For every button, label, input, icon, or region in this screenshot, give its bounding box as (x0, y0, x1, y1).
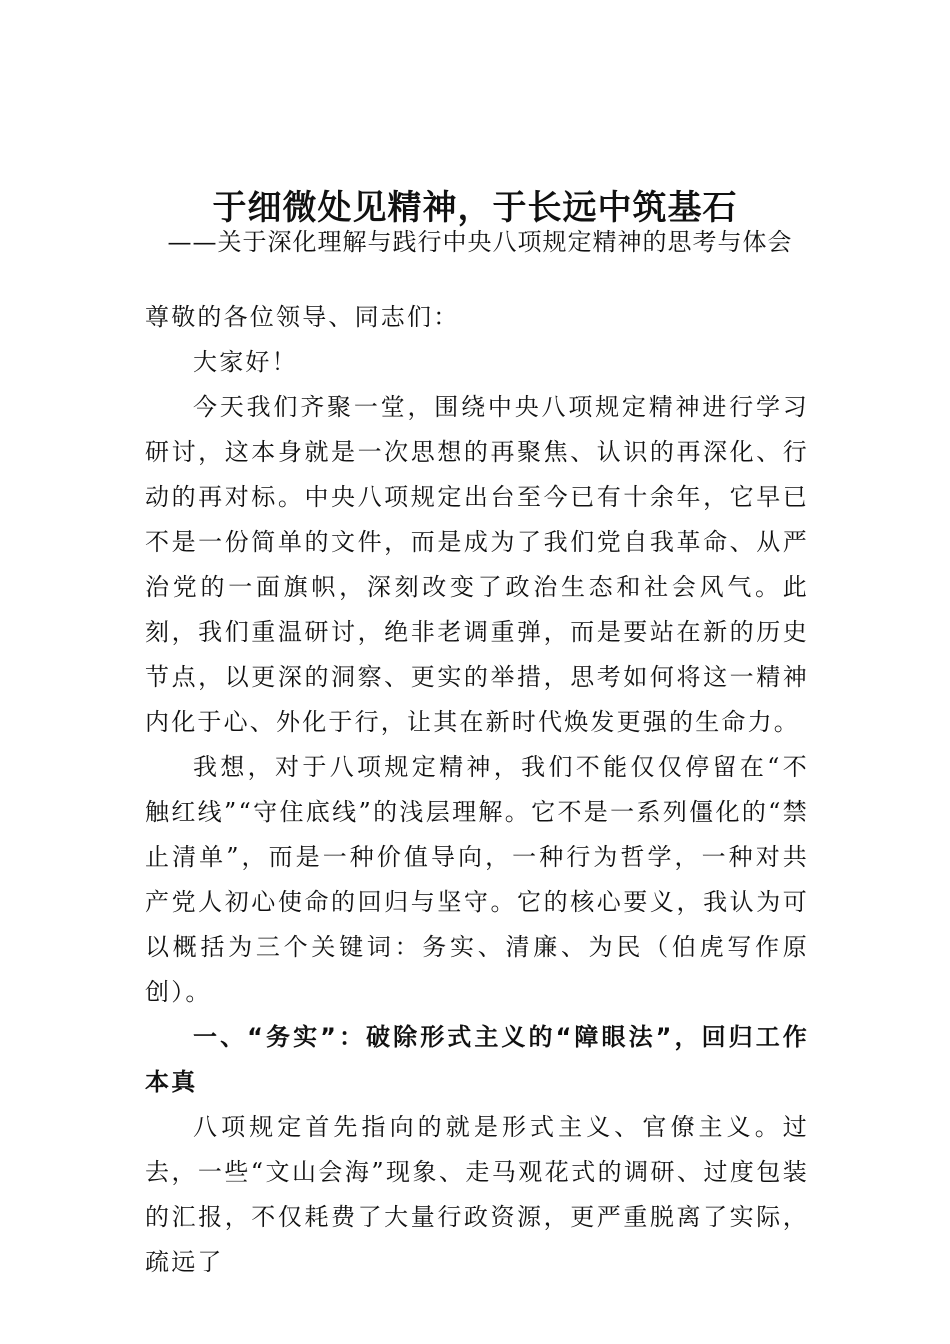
greeting: 大家好！ (193, 348, 298, 376)
document-body (145, 295, 809, 1285)
salutation: 尊敬的各位领导、同志们： (145, 303, 460, 331)
paragraph-2: 我想，对于八项规定精神，我们不能仅仅停留在“不触红线”“守住底线”的浅层理解。它不是一系列僵化的“禁止清单”，而是一种价值导向，一种行为哲学，一种对共产党人初心使命的回归与坚守。它的核心要义，我认为可以概括为三个关键词：务实、清廉、为民（伯虎写作原创）。 (145, 753, 809, 1006)
section-paragraph: 八项规定首先指向的就是形式主义、官僚主义。过去，一些“文山会海”现象、走马观花式的调研、过度包装的汇报，不仅耗费了大量行政资源，更严重脱离了实际，疏远了 (145, 1113, 809, 1276)
paragraph-1: 今天我们齐聚一堂，围绕中央八项规定精神进行学习研讨，这本身就是一次思想的再聚焦、认识的再深化、行动的再对标。中央八项规定出台至今已有十余年，它早已不是一份简单的文件，而是成为了我们党自我革命、从严治党的一面旗帜，深刻改变了政治生态和社会风气。此刻，我们重温研讨，绝非老调重弹，而是要站在新的历史节点，以更深的洞察、更实的举措，思考如何将这一精神内化于心、外化于行，让其在新时代焕发更强的生命力。 (145, 393, 809, 736)
document-title: 于细微处见精神，于长远中筑基石 (212, 187, 738, 228)
document-subtitle: ——关于深化理解与践行中央八项规定精神的思考与体会 (167, 228, 793, 256)
section-heading: 一、“务实”：破除形式主义的“障眼法”，回归工作本真 (145, 1023, 809, 1096)
